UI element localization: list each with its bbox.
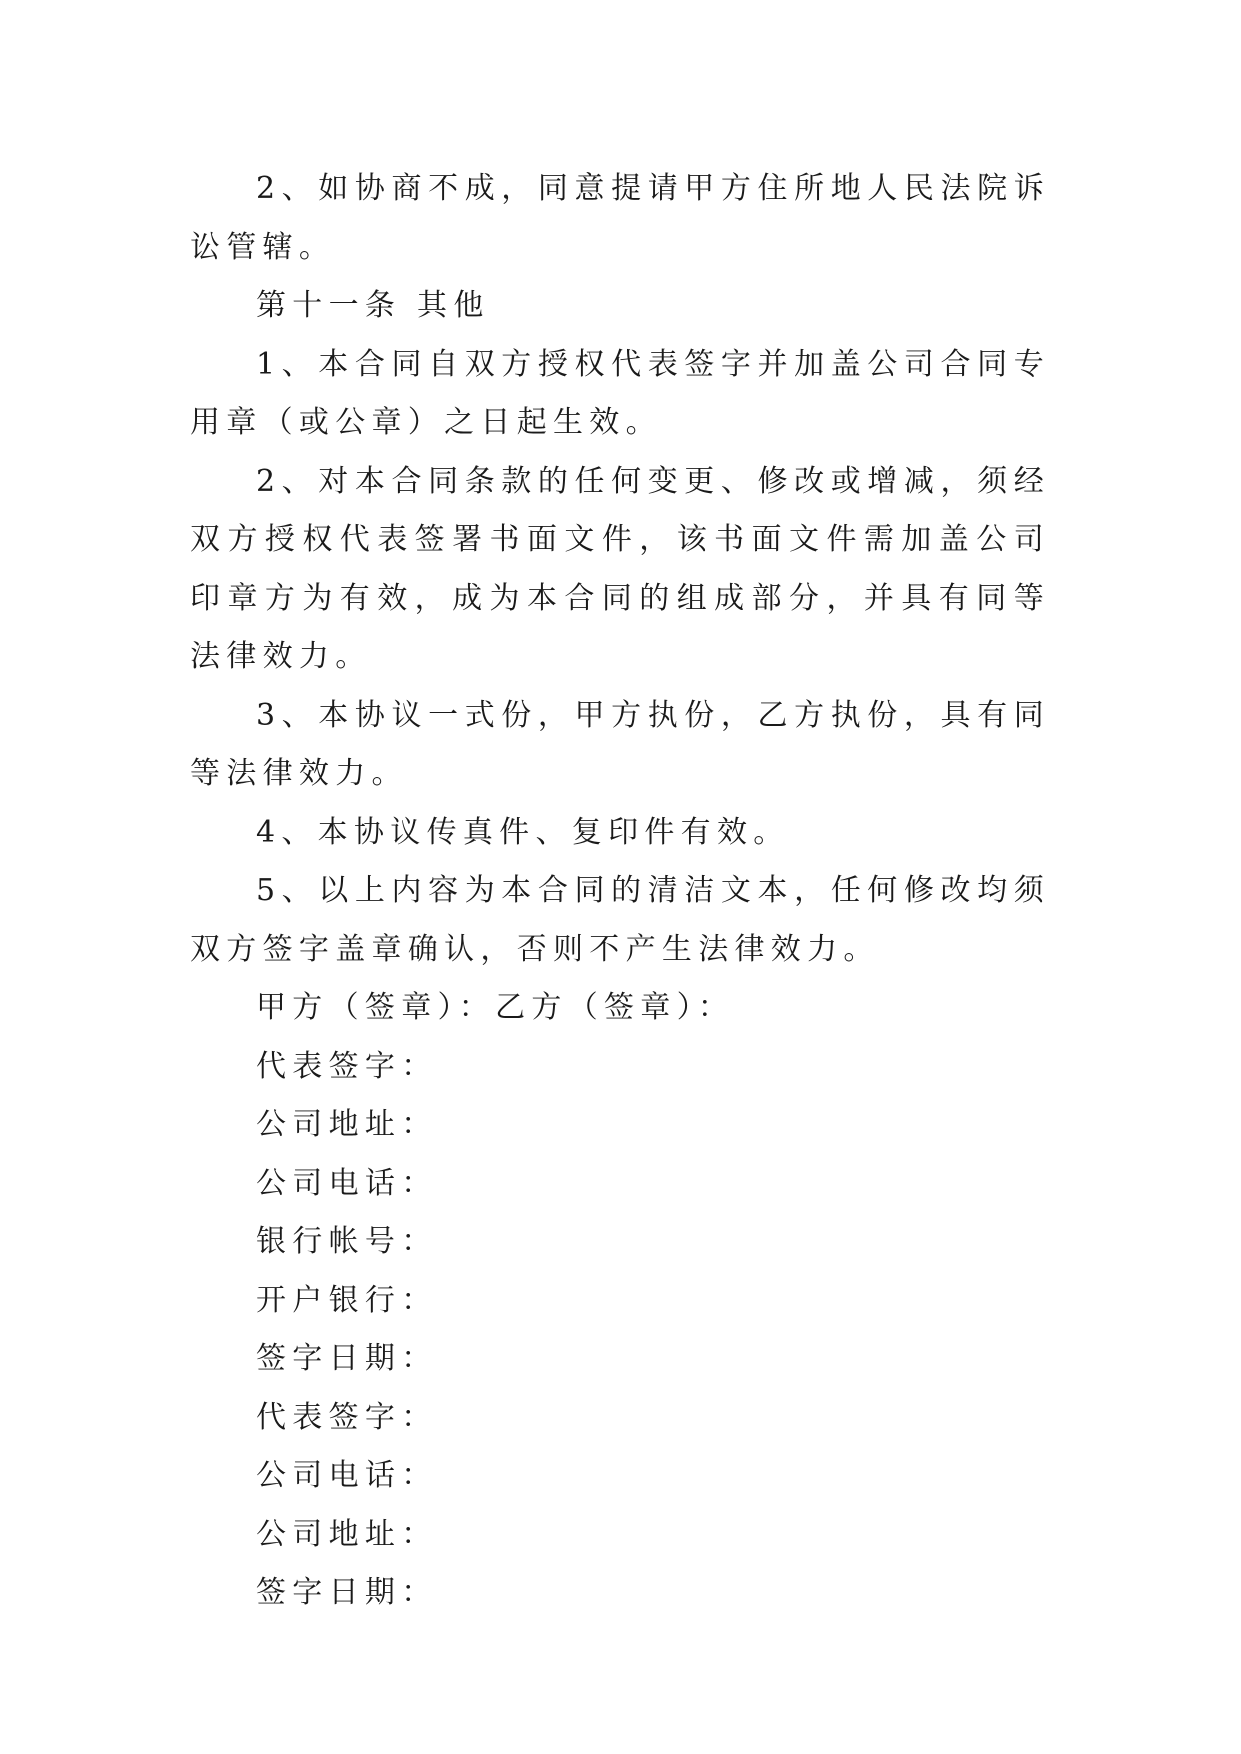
clause-effective-date: 1、本合同自双方授权代表签字并加盖公司合同专用章（或公章）之日起生效。 bbox=[190, 346, 1050, 440]
clause-amendments: 2、对本合同条款的任何变更、修改或增减，须经双方授权代表签署书面文件，该书面文件需加盖公司印章方为有效，成为本合同的组成部分，并具有同等法律效力。 bbox=[190, 463, 1050, 674]
signature-block bbox=[190, 979, 1050, 1623]
party-a-company-phone: 公司电话： bbox=[256, 1165, 438, 1201]
party-a-bank-account: 银行帐号： bbox=[256, 1224, 438, 1259]
clause-clean-text: 5、以上内容为本合同的清洁文本，任何修改均须双方签字盖章确认，否则不产生法律效力。 bbox=[190, 873, 1050, 967]
clause-copies: 3、本协议一式份，甲方执份，乙方执份，具有同等法律效力。 bbox=[190, 697, 1050, 791]
party-b-company-address: 公司地址： bbox=[256, 1516, 438, 1552]
party-b-company-phone: 公司电话： bbox=[256, 1458, 438, 1493]
party-b-signing-date: 签字日期： bbox=[256, 1575, 438, 1610]
clause-fax-validity: 4、本协议传真件、复印件有效。 bbox=[256, 814, 790, 850]
party-a-company-address: 公司地址： bbox=[256, 1107, 438, 1142]
signature-parties-line: 甲方（签章）：乙方（签章）： bbox=[256, 990, 735, 1025]
party-a-opening-bank: 开户银行： bbox=[256, 1282, 438, 1318]
party-a-representative-signature: 代表签字： bbox=[256, 1048, 438, 1084]
party-a-signing-date: 签字日期： bbox=[256, 1341, 438, 1376]
document-page bbox=[190, 160, 1050, 1623]
party-b-representative-signature: 代表签字： bbox=[256, 1399, 438, 1435]
article-eleven-heading: 第十一条 其他 bbox=[256, 288, 490, 323]
clause-dispute-jurisdiction: 2、如协商不成，同意提请甲方住所地人民法院诉讼管辖。 bbox=[190, 171, 1050, 265]
